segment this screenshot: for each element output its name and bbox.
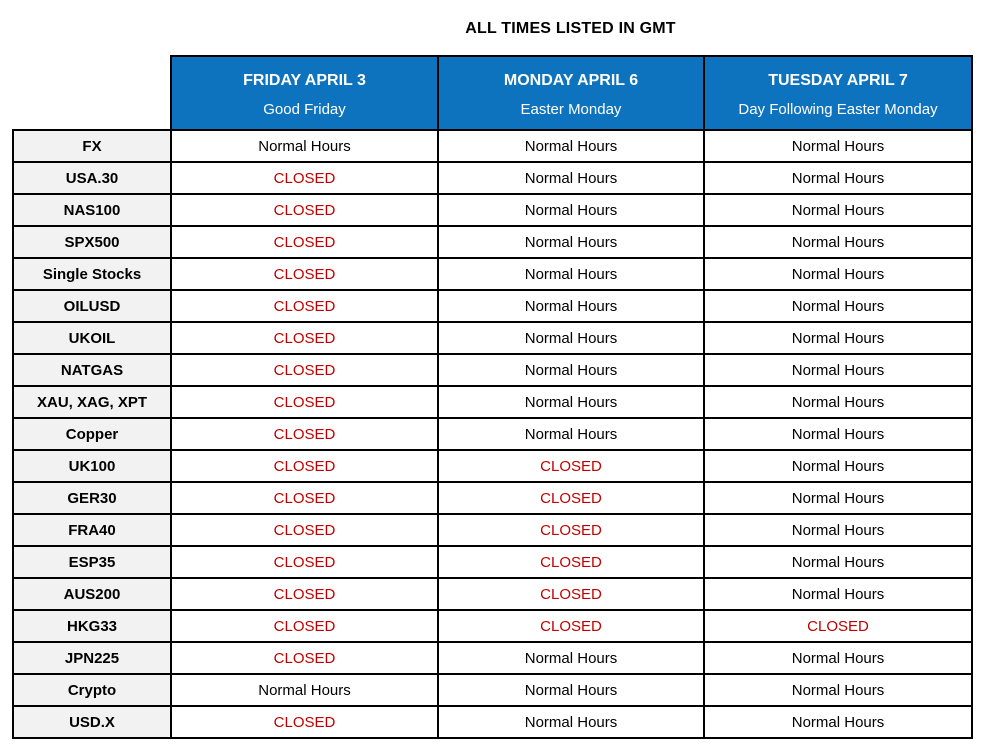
table-row-nas100 bbox=[13, 194, 972, 226]
table-row-copper bbox=[13, 418, 972, 450]
column-subtitle: Easter Monday bbox=[520, 101, 622, 118]
status-cell: CLOSED bbox=[171, 450, 438, 482]
column-subtitle: Good Friday bbox=[263, 101, 346, 118]
table-row-metals bbox=[13, 386, 972, 418]
instrument-label: AUS200 bbox=[13, 578, 171, 610]
status-cell: Normal Hours bbox=[704, 194, 972, 226]
instrument-label: Copper bbox=[13, 418, 171, 450]
status-cell: Normal Hours bbox=[704, 450, 972, 482]
table-row-single-stocks bbox=[13, 258, 972, 290]
instrument-label: USA.30 bbox=[13, 162, 171, 194]
status-cell: Normal Hours bbox=[438, 322, 704, 354]
status-cell: CLOSED bbox=[171, 194, 438, 226]
status-cell: Normal Hours bbox=[704, 322, 972, 354]
status-cell: CLOSED bbox=[171, 482, 438, 514]
status-cell: Normal Hours bbox=[704, 546, 972, 578]
status-cell: Normal Hours bbox=[438, 290, 704, 322]
status-cell: Normal Hours bbox=[704, 578, 972, 610]
status-cell: Normal Hours bbox=[704, 418, 972, 450]
status-cell: CLOSED bbox=[171, 290, 438, 322]
status-cell: Normal Hours bbox=[438, 706, 704, 738]
status-cell: Normal Hours bbox=[704, 514, 972, 546]
status-cell: CLOSED bbox=[438, 450, 704, 482]
status-cell: Normal Hours bbox=[438, 418, 704, 450]
status-cell: CLOSED bbox=[171, 610, 438, 642]
status-cell: CLOSED bbox=[171, 514, 438, 546]
status-cell: Normal Hours bbox=[704, 642, 972, 674]
page-title: ALL TIMES LISTED IN GMT bbox=[465, 20, 676, 37]
instrument-label: FX bbox=[13, 130, 171, 162]
column-header-tuesday-april-7 bbox=[704, 56, 972, 130]
status-cell: CLOSED bbox=[171, 354, 438, 386]
column-day: TUESDAY APRIL 7 bbox=[768, 72, 908, 89]
status-cell: Normal Hours bbox=[438, 642, 704, 674]
instrument-label: USD.X bbox=[13, 706, 171, 738]
table-row-usa30 bbox=[13, 162, 972, 194]
status-cell: Normal Hours bbox=[704, 386, 972, 418]
instrument-label: ESP35 bbox=[13, 546, 171, 578]
instrument-label: OILUSD bbox=[13, 290, 171, 322]
trading-hours-table bbox=[12, 55, 973, 739]
table-row-esp35 bbox=[13, 546, 972, 578]
instrument-label: UK100 bbox=[13, 450, 171, 482]
status-cell: CLOSED bbox=[171, 386, 438, 418]
status-cell: Normal Hours bbox=[704, 130, 972, 162]
corner-cell bbox=[13, 56, 171, 130]
status-cell: Normal Hours bbox=[704, 674, 972, 706]
status-cell: CLOSED bbox=[704, 610, 972, 642]
header-row bbox=[13, 56, 972, 130]
table-row-spx500 bbox=[13, 226, 972, 258]
status-cell: CLOSED bbox=[171, 226, 438, 258]
column-day: MONDAY APRIL 6 bbox=[503, 72, 639, 89]
column-day: FRIDAY APRIL 3 bbox=[243, 72, 366, 89]
instrument-label: NAS100 bbox=[13, 194, 171, 226]
table-row-ger30 bbox=[13, 482, 972, 514]
status-cell: CLOSED bbox=[438, 482, 704, 514]
status-cell: CLOSED bbox=[171, 546, 438, 578]
table-row-fx bbox=[13, 130, 972, 162]
status-cell: Normal Hours bbox=[171, 674, 438, 706]
status-cell: Normal Hours bbox=[704, 162, 972, 194]
status-cell: Normal Hours bbox=[438, 258, 704, 290]
table-row-uk100 bbox=[13, 450, 972, 482]
instrument-label: NATGAS bbox=[13, 354, 171, 386]
status-cell: Normal Hours bbox=[438, 354, 704, 386]
status-cell: Normal Hours bbox=[171, 130, 438, 162]
table-row-oilusd bbox=[13, 290, 972, 322]
status-cell: CLOSED bbox=[438, 610, 704, 642]
instrument-label: Crypto bbox=[13, 674, 171, 706]
instrument-label: GER30 bbox=[13, 482, 171, 514]
status-cell: Normal Hours bbox=[438, 226, 704, 258]
table-row-ukoil bbox=[13, 322, 972, 354]
status-cell: Normal Hours bbox=[704, 354, 972, 386]
instrument-label: HKG33 bbox=[13, 610, 171, 642]
table-row-natgas bbox=[13, 354, 972, 386]
instrument-label: Single Stocks bbox=[13, 258, 171, 290]
status-cell: CLOSED bbox=[171, 258, 438, 290]
status-cell: CLOSED bbox=[171, 642, 438, 674]
status-cell: Normal Hours bbox=[704, 482, 972, 514]
status-cell: CLOSED bbox=[438, 546, 704, 578]
instrument-label: JPN225 bbox=[13, 642, 171, 674]
status-cell: Normal Hours bbox=[438, 674, 704, 706]
column-header-monday-april-6 bbox=[438, 56, 704, 130]
instrument-label: FRA40 bbox=[13, 514, 171, 546]
table-row-usdx bbox=[13, 706, 972, 738]
status-cell: Normal Hours bbox=[438, 194, 704, 226]
status-cell: CLOSED bbox=[438, 514, 704, 546]
table-row-crypto bbox=[13, 674, 972, 706]
instrument-label: UKOIL bbox=[13, 322, 171, 354]
status-cell: Normal Hours bbox=[438, 162, 704, 194]
status-cell: CLOSED bbox=[438, 578, 704, 610]
status-cell: CLOSED bbox=[171, 418, 438, 450]
status-cell: Normal Hours bbox=[704, 290, 972, 322]
column-subtitle: Day Following Easter Monday bbox=[738, 101, 938, 118]
status-cell: Normal Hours bbox=[704, 226, 972, 258]
status-cell: Normal Hours bbox=[438, 386, 704, 418]
table-row-aus200 bbox=[13, 578, 972, 610]
status-cell: CLOSED bbox=[171, 322, 438, 354]
instrument-label: XAU, XAG, XPT bbox=[13, 386, 171, 418]
status-cell: CLOSED bbox=[171, 706, 438, 738]
table-row-jpn225 bbox=[13, 642, 972, 674]
column-header-friday-april-3 bbox=[171, 56, 438, 130]
instrument-label: SPX500 bbox=[13, 226, 171, 258]
status-cell: Normal Hours bbox=[438, 130, 704, 162]
status-cell: Normal Hours bbox=[704, 706, 972, 738]
status-cell: CLOSED bbox=[171, 578, 438, 610]
status-cell: CLOSED bbox=[171, 162, 438, 194]
status-cell: Normal Hours bbox=[704, 258, 972, 290]
table-row-hkg33 bbox=[13, 610, 972, 642]
table-row-fra40 bbox=[13, 514, 972, 546]
